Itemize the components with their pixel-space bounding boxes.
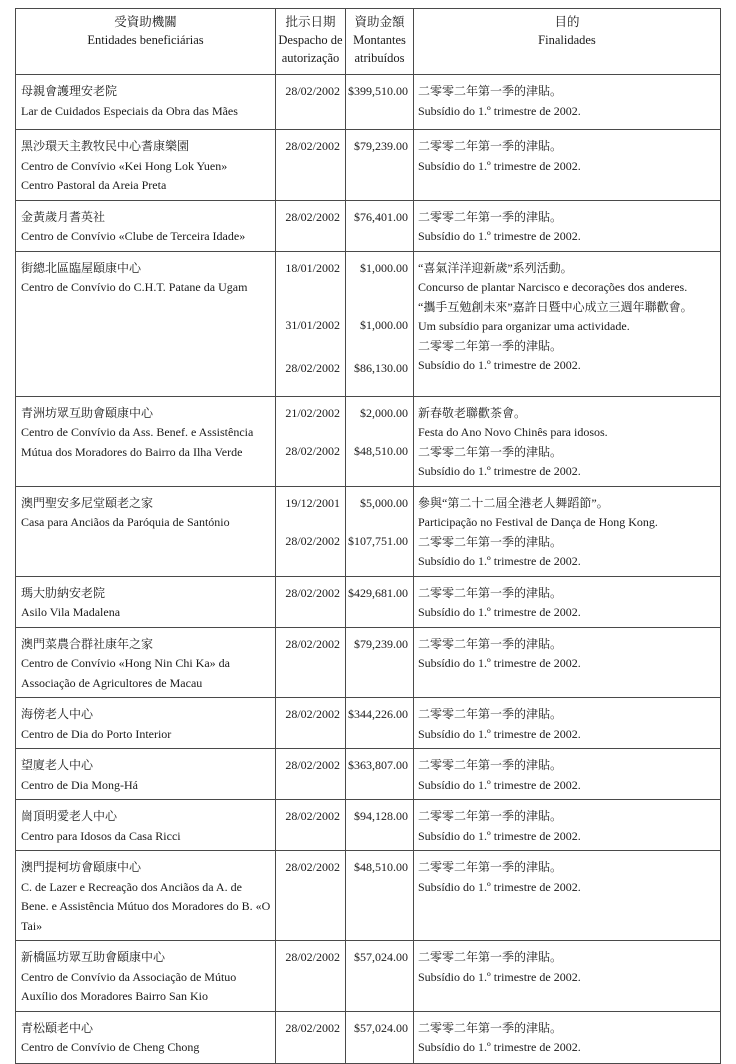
table-row: [16, 486, 721, 576]
entity-name-zh: 澳門提柯坊會頤康中心: [21, 860, 142, 874]
header-amount-pt1: Montantes: [353, 33, 406, 47]
dispatch-date: 18/01/2002: [285, 260, 340, 275]
amount: $94,128.00: [354, 809, 408, 823]
header-purpose: [414, 9, 721, 75]
header-row: [16, 9, 721, 75]
dispatch-date: 28/02/2002: [285, 809, 340, 823]
dispatch-date: 28/02/2002: [285, 707, 340, 721]
header-purpose-pt: Finalidades: [538, 33, 596, 47]
dispatch-date: 28/02/2002: [285, 636, 340, 651]
entity-name-zh: 海傍老人中心: [21, 707, 94, 721]
header-purpose-zh: 目的: [554, 15, 580, 29]
amount: $2,000.00: [360, 405, 408, 420]
purpose-zh: 二零零二年第一季的津貼。: [418, 1020, 563, 1035]
amount: $363,807.00: [348, 758, 408, 772]
purpose-zh: 二零零二年第一季的津貼。: [418, 585, 563, 600]
amount: $79,239.00: [354, 636, 408, 651]
purpose-pt: Subsídio do 1.º trimestre de 2002.: [418, 605, 581, 619]
table-row: [16, 627, 721, 698]
purpose-zh: 二零零二年第一季的津貼。: [418, 338, 563, 353]
subsidy-table: [15, 8, 721, 1064]
purpose-pt: Um subsídio para organizar uma actividade.: [418, 319, 630, 333]
dispatch-date: 28/02/2002: [285, 209, 340, 224]
entity-name-zh: 新橋區坊眾互助會頤康中心: [21, 950, 166, 964]
purpose-pt: Subsídio do 1.º trimestre de 2002.: [418, 969, 581, 984]
header-amount: [346, 9, 414, 75]
entity-name-pt: Centro de Convívio da Ass. Benef. e Assistência Mútua dos Moradores do Bairro da Ilha Verde: [21, 425, 254, 459]
dispatch-date: 21/02/2002: [285, 405, 340, 420]
dispatch-date: 28/02/2002: [285, 758, 340, 772]
amount: $1,000.00: [360, 260, 408, 275]
entity-name-zh: 母親會護理安老院: [21, 84, 118, 98]
dispatch-date: 28/02/2002: [285, 444, 340, 458]
dispatch-date: 28/02/2002: [285, 139, 340, 153]
purpose-zh: 二零零二年第一季的津貼。: [418, 758, 563, 772]
entity-name-pt: C. de Lazer e Recreação dos Anciãos da A. de Bene. e Assistência Mútuo dos Moradores do B. «O Tai»: [21, 879, 271, 933]
amount: $57,024.00: [354, 1020, 408, 1035]
header-date-pt1: Despacho de: [278, 33, 343, 47]
entity-name-pt: Centro Pastoral da Areia Preta: [21, 178, 167, 192]
amount: $48,510.00: [354, 860, 408, 874]
entity-name-zh: 青洲坊眾互助會頤康中心: [21, 405, 154, 420]
header-entity-pt: Entidades beneficiárias: [87, 33, 204, 47]
purpose-pt: Subsídio do 1.º trimestre de 2002.: [418, 777, 581, 792]
purpose-pt: Subsídio do 1.º trimestre de 2002.: [418, 879, 581, 894]
dispatch-date: 28/02/2002: [285, 84, 340, 98]
dispatch-date: 28/02/2002: [285, 585, 340, 600]
dispatch-date: 28/02/2002: [285, 950, 340, 964]
table-row: [16, 698, 721, 749]
purpose-pt: Subsídio do 1.º trimestre de 2002.: [418, 828, 581, 843]
purpose-pt: Subsídio do 1.º trimestre de 2002.: [418, 554, 581, 568]
entity-name-pt: Centro de Convívio «Clube de Terceira Idade»: [21, 229, 246, 243]
table-row: [16, 851, 721, 941]
dispatch-date: 28/02/2002: [285, 1020, 340, 1035]
amount: $5,000.00: [360, 495, 408, 510]
amount: $429,681.00: [348, 585, 408, 600]
entity-name-pt: Lar de Cuidados Especiais da Obra das Mães: [21, 103, 238, 118]
amount: $57,024.00: [354, 950, 408, 964]
entity-name-pt: Centro de Convívio de Cheng Chong: [21, 1040, 200, 1054]
purpose-zh: 二零零二年第一季的津貼。: [418, 860, 563, 874]
entity-name-zh: 澳門菜農合群社康年之家: [21, 636, 154, 651]
purpose-pt: Subsídio do 1.º trimestre de 2002.: [418, 229, 581, 243]
purpose-zh: 新春敬老聯歡茶會。: [418, 405, 527, 420]
table-row: [16, 75, 721, 130]
purpose-pt: Concurso de plantar Narcisco e decorações dos anderes.: [418, 280, 688, 294]
entity-name-zh: 澳門聖安多尼堂頤老之家: [21, 495, 154, 510]
dispatch-date: 31/01/2002: [285, 318, 340, 332]
table-row: [16, 749, 721, 800]
table-row: [16, 396, 721, 486]
entity-name-pt: Centro de Convívio «Kei Hong Lok Yuen»: [21, 158, 228, 173]
amount: $1,000.00: [360, 318, 408, 332]
purpose-pt: Subsídio do 1.º trimestre de 2002.: [418, 1040, 581, 1054]
header-entity-zh: 受資助機關: [114, 15, 177, 29]
table-row: [16, 1011, 721, 1063]
table-row: [16, 941, 721, 1012]
header-date-pt2: autorização: [281, 51, 340, 65]
purpose-pt: Festa do Ano Novo Chinês para idosos.: [418, 425, 608, 439]
purpose-zh: 二零零二年第一季的津貼。: [418, 444, 563, 459]
header-entity: [16, 9, 276, 75]
purpose-zh: 二零零二年第一季的津貼。: [418, 707, 563, 721]
purpose-pt: Subsídio do 1.º trimestre de 2002.: [418, 656, 581, 670]
purpose-zh: 二零零二年第一季的津貼。: [418, 534, 563, 549]
purpose-zh: 參與“第二十二屆全港老人舞蹈節”。: [418, 495, 609, 510]
entity-name-zh: 望廈老人中心: [21, 758, 94, 772]
entity-name-zh: 瑪大肋納安老院: [21, 585, 106, 600]
purpose-pt: Subsídio do 1.º trimestre de 2002.: [418, 464, 581, 478]
amount: $344,226.00: [348, 707, 408, 721]
entity-name-zh: 黑沙環天主教牧民中心耆康樂園: [21, 139, 190, 153]
entity-name-pt: Centro para Idosos da Casa Ricci: [21, 828, 181, 843]
entity-name-zh: 青松頤老中心: [21, 1020, 94, 1035]
table-row: [16, 251, 721, 396]
amount: $399,510.00: [348, 84, 408, 98]
amount: $79,239.00: [354, 139, 408, 153]
entity-name-zh: 金黃歲月耆英社: [21, 209, 106, 224]
table-row: [16, 200, 721, 251]
purpose-zh: “喜氣洋洋迎新歲”系列活動。: [418, 260, 573, 275]
dispatch-date: 28/02/2002: [285, 860, 340, 874]
amount: $107,751.00: [348, 534, 408, 548]
table-row: [16, 576, 721, 627]
entity-name-pt: Centro de Convívio do C.H.T. Patane da Ugam: [21, 280, 248, 294]
amount: $86,130.00: [354, 360, 408, 375]
purpose-zh: 二零零二年第一季的津貼。: [418, 84, 563, 98]
table-row: [16, 130, 721, 201]
entity-name-pt: Centro de Dia Mong-Há: [21, 777, 138, 792]
entity-name-pt: Centro de Dia do Porto Interior: [21, 726, 172, 741]
dispatch-date: 19/12/2001: [285, 495, 340, 510]
purpose-zh: 二零零二年第一季的津貼。: [418, 950, 563, 964]
purpose-zh: 二零零二年第一季的津貼。: [418, 209, 563, 224]
purpose-pt: Participação no Festival de Dança de Hong Kong.: [418, 515, 658, 529]
entity-name-pt: Casa para Anciãos da Paróquia de Santónio: [21, 515, 230, 529]
purpose-pt: Subsídio do 1.º trimestre de 2002.: [418, 726, 581, 741]
entity-name-pt: Asilo Vila Madalena: [21, 605, 121, 619]
entity-name-zh: 崗頂明愛老人中心: [21, 809, 118, 823]
amount: $76,401.00: [354, 209, 408, 224]
amount: $48,510.00: [354, 444, 408, 458]
header-date: [276, 9, 346, 75]
entity-name-pt: Centro de Convívio da Associação de Mútuo Auxílio dos Moradores Bairro San Kio: [21, 969, 237, 1003]
purpose-pt: Subsídio do 1.º trimestre de 2002.: [418, 158, 581, 173]
purpose-zh: “攜手互勉創未來”嘉許日暨中心成立三週年聯歡會。: [418, 299, 693, 314]
purpose-pt: Subsídio do 1.º trimestre de 2002.: [418, 103, 581, 118]
table-row: [16, 800, 721, 851]
entity-name-zh: 街總北區臨屋頤康中心: [21, 260, 142, 275]
dispatch-date: 28/02/2002: [285, 534, 340, 548]
entity-name-pt: Centro de Convívio «Hong Nin Chi Ka» da Associação de Agricultores de Macau: [21, 656, 230, 690]
header-date-zh: 批示日期: [285, 15, 336, 29]
purpose-pt: Subsídio do 1.º trimestre de 2002.: [418, 358, 581, 372]
header-amount-zh: 資助金額: [354, 15, 405, 29]
purpose-zh: 二零零二年第一季的津貼。: [418, 809, 563, 823]
purpose-zh: 二零零二年第一季的津貼。: [418, 139, 563, 153]
purpose-zh: 二零零二年第一季的津貼。: [418, 636, 563, 651]
header-amount-pt2: atribuídos: [354, 51, 405, 65]
dispatch-date: 28/02/2002: [285, 360, 340, 375]
